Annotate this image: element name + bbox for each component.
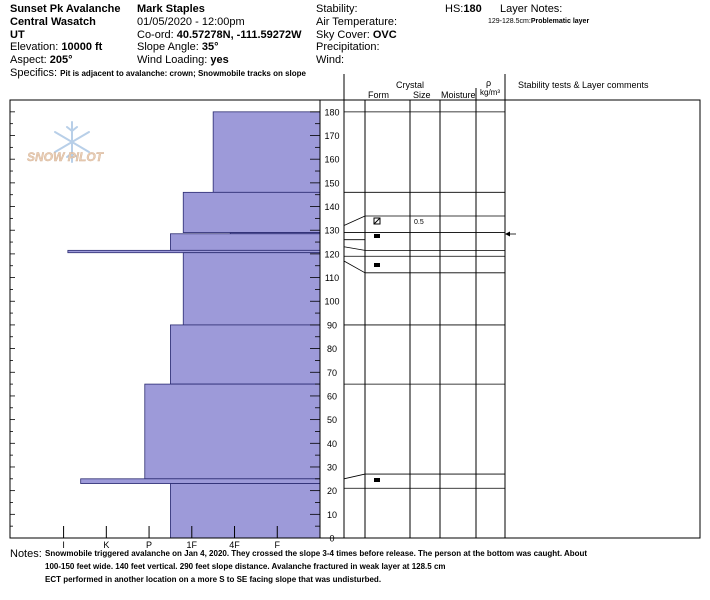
crystal-header: Crystal [396, 80, 425, 90]
aspect-value: 205° [49, 54, 73, 66]
observer-name: Mark Staples [137, 3, 205, 15]
height-tick-label: 110 [324, 273, 340, 284]
crystal-size-label: 0.5 [414, 219, 424, 226]
hardness-bar [170, 484, 320, 538]
height-tick-label: 20 [326, 486, 338, 497]
height-tick-label: 70 [326, 367, 338, 378]
density-symbol: ρ [486, 78, 492, 88]
form-header: Form [368, 90, 389, 100]
hardness-bar [183, 192, 320, 232]
height-tick-label: 90 [326, 320, 338, 331]
hardness-tick-label: I [62, 540, 65, 550]
wind-label: Wind: [316, 54, 345, 66]
stability-comments-header: Stability tests & Layer comments [518, 80, 649, 90]
crystal-form-icon [374, 234, 380, 238]
precipitation-label: Precipitation: [316, 41, 380, 53]
height-tick-label: 100 [324, 296, 340, 307]
height-tick-label: 50 [326, 415, 338, 426]
height-tick-label: 10 [326, 509, 338, 520]
layer-notes-label: Layer Notes: [500, 3, 563, 15]
crystal-form-icon [374, 263, 380, 267]
elevation-row: Elevation: 10000 ft [10, 41, 103, 53]
sky-cover-row: Sky Cover: OVC [316, 29, 397, 41]
hardness-tick-label: F [274, 540, 281, 550]
height-tick-label: 0 [329, 533, 335, 544]
stability-label: Stability: [316, 3, 358, 15]
stability-comments-box [505, 100, 700, 538]
size-header: Size [413, 90, 431, 100]
height-tick-label: 140 [324, 202, 340, 213]
height-tick-label: 170 [324, 131, 340, 142]
height-tick-label: 80 [326, 344, 338, 355]
snow-height-value: 180 [463, 3, 482, 15]
hardness-bar [183, 253, 320, 325]
layer-note-range: 129-128.5cm: [488, 18, 531, 25]
height-tick-label: 180 [324, 107, 340, 118]
hardness-tick-label: P [146, 540, 153, 550]
logo-text: SNOW PILOT [27, 150, 103, 164]
wind-loading-row: Wind Loading: yes [137, 54, 229, 66]
layer-grid [344, 100, 505, 538]
notes-line-3: ECT performed in another location on a more S to SE facing slope that was undisturbed. [45, 575, 382, 584]
height-tick-label: 150 [324, 178, 340, 189]
location-state: UT [10, 29, 25, 41]
notes-label: Notes: [10, 548, 42, 560]
hardness-tick-label: K [103, 540, 110, 550]
height-tick-label: 40 [326, 438, 338, 449]
coordinates-row: Co-ord: 40.57278N, -111.59272W [137, 29, 302, 41]
height-tick-label: 120 [324, 249, 340, 260]
height-tick-label: 30 [326, 462, 338, 473]
sky-cover-value: OVC [372, 29, 397, 41]
elevation-value: 10000 ft [61, 41, 103, 53]
hardness-tick-label: 1F [186, 540, 198, 550]
hardness-bar [213, 112, 320, 192]
slope-value: 35° [201, 41, 219, 53]
layer-note-text: Problematic layer [530, 18, 590, 25]
location-range: Central Wasatch [10, 16, 96, 28]
specifics-row: Specifics: Pit is adjacent to avalanche: crown; Snowmobile tracks on slope [10, 67, 306, 79]
location-name: Sunset Pk Avalanche [10, 3, 121, 15]
crystal-form-icon [374, 478, 380, 482]
notes-line-2: 100-150 feet wide. 140 feet vertical. 290 feet slope distance. Avalanche fractured in weak layer at 128.5 cm [45, 562, 446, 571]
coordinates-value: 40.57278N, -111.59272W [176, 29, 302, 41]
observation-datetime: 01/05/2020 - 12:00pm [137, 16, 245, 28]
height-tick-label: 60 [326, 391, 338, 402]
specifics-value: Pit is adjacent to avalanche: crown; Snowmobile tracks on slope [60, 69, 306, 78]
wind-loading-value: yes [210, 54, 229, 66]
notes-line-1: Snowmobile triggered avalanche on Jan 4, 2020. They crossed the slope 3-4 times before release. The person at the bottom was caught. About [45, 549, 588, 558]
hardness-bar [81, 479, 320, 484]
moisture-header: Moisture [441, 90, 476, 100]
air-temperature-label: Air Temperature: [316, 16, 398, 28]
hardness-tick-label: 4F [229, 540, 240, 550]
slope-row: Slope Angle: 35° [137, 41, 219, 53]
height-tick-label: 130 [324, 225, 340, 236]
snow-height-row: HS:180 [445, 3, 482, 15]
hardness-bar [170, 325, 320, 384]
height-tick-label: 160 [324, 154, 340, 165]
density-unit: kg/m³ [480, 88, 500, 97]
aspect-row: Aspect: 205° [10, 54, 73, 66]
hardness-bar [170, 234, 320, 251]
hardness-bar [145, 384, 320, 479]
